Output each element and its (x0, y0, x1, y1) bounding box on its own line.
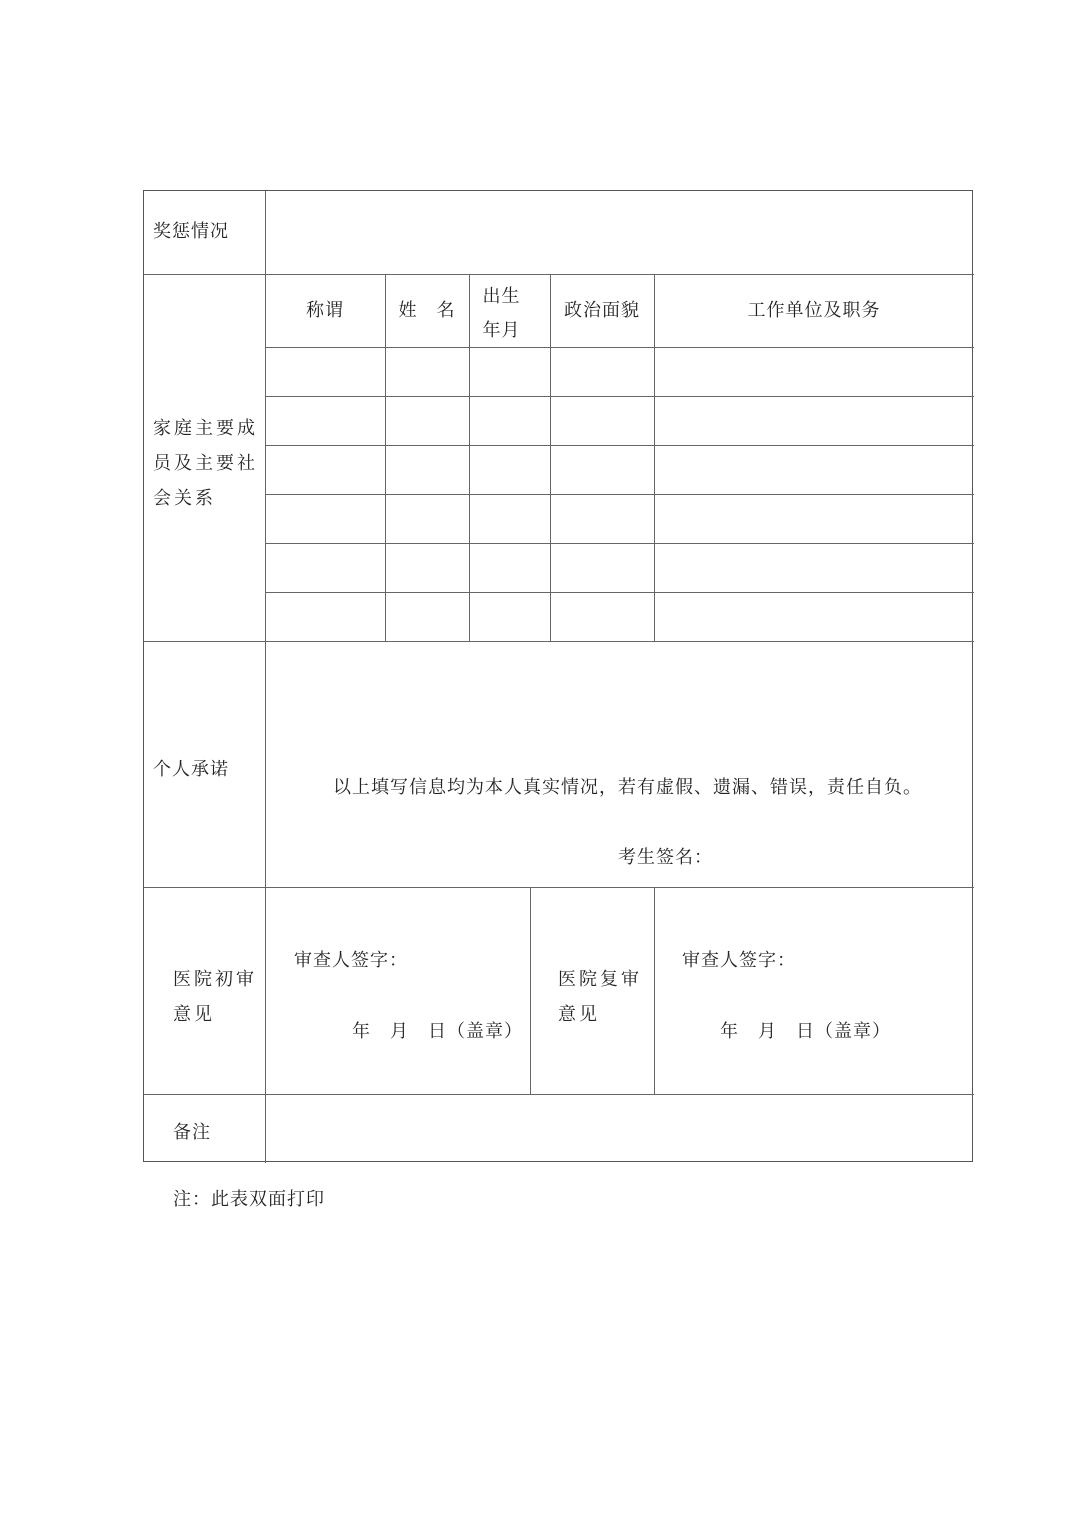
signature-field[interactable] (724, 841, 964, 877)
signature-label: 考生签名： (618, 847, 713, 868)
family-row-divider (265, 396, 974, 397)
second-date-label: 年 月 日（盖章） (720, 1021, 891, 1042)
family-col-divider (550, 274, 551, 641)
family-row-divider (265, 445, 974, 446)
header-name: 姓 名 (398, 300, 456, 321)
rewards-field[interactable] (266, 191, 974, 274)
header-birth-line1: 出生 (482, 286, 521, 307)
family-row-divider (265, 347, 974, 348)
family-col-divider (654, 274, 655, 641)
header-work: 工作单位及职务 (747, 300, 881, 321)
review-col-divider (654, 887, 655, 1094)
family-row-divider (265, 494, 974, 495)
family-col-divider (385, 274, 386, 641)
initial-date-label: 年 月 日（盖章） (352, 1021, 523, 1042)
row-divider (144, 274, 974, 275)
rewards-label: 奖惩情况 (153, 221, 229, 242)
header-birth-line2: 年月 (482, 320, 521, 341)
initial-signer-label: 审查人签字： (294, 950, 408, 971)
registration-form-table (143, 190, 973, 1162)
label-column-divider (265, 191, 266, 1163)
family-row-divider (265, 543, 974, 544)
commitment-label: 个人承诺 (153, 759, 229, 780)
review-col-divider (530, 887, 531, 1094)
row-divider (144, 641, 974, 642)
header-relation: 称谓 (306, 300, 344, 321)
family-label: 家庭主要成员及主要社会关系 (153, 418, 258, 509)
second-signer-label: 审查人签字： (682, 950, 796, 971)
remarks-field[interactable] (266, 1095, 974, 1161)
commitment-statement: 以上填写信息均为本人真实情况，若有虚假、遗漏、错误，责任自负。 (333, 777, 922, 798)
remarks-label: 备注 (173, 1122, 211, 1143)
header-political: 政治面貌 (564, 300, 640, 321)
second-review-label: 医院复审意见 (558, 969, 642, 1025)
footnote: 注：此表双面打印 (173, 1189, 325, 1210)
family-row-divider (265, 592, 974, 593)
row-divider (144, 887, 974, 888)
initial-review-label: 医院初审意见 (173, 969, 257, 1025)
